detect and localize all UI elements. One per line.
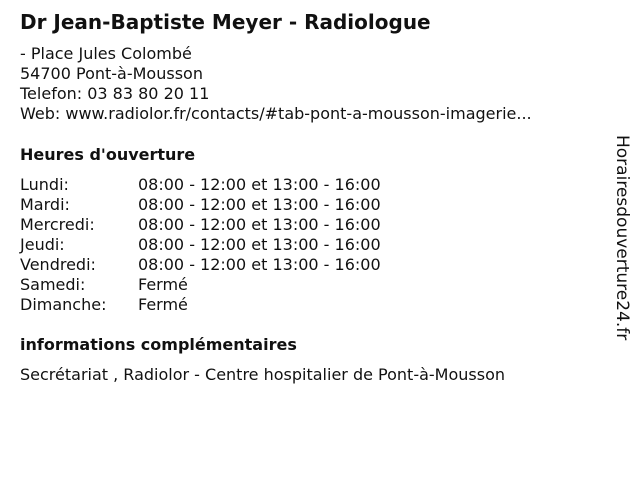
day-label: Mardi: xyxy=(20,195,70,214)
time-value: 08:00 - 12:00 et 13:00 - 16:00 xyxy=(138,215,381,234)
additional-info-heading: informations complémentaires xyxy=(20,335,297,354)
day-label: Samedi: xyxy=(20,275,86,294)
time-value: 08:00 - 12:00 et 13:00 - 16:00 xyxy=(138,255,381,274)
city-address: 54700 Pont-à-Mousson xyxy=(20,64,203,83)
hours-row-monday xyxy=(20,175,381,195)
address-block xyxy=(20,44,532,124)
time-value: Fermé xyxy=(138,275,188,294)
street-address: - Place Jules Colombé xyxy=(20,44,192,63)
opening-hours-heading: Heures d'ouverture xyxy=(20,145,196,164)
hours-row-saturday xyxy=(20,275,381,295)
hours-row-wednesday xyxy=(20,215,381,235)
day-label: Dimanche: xyxy=(20,295,107,314)
day-label: Jeudi: xyxy=(20,235,65,254)
day-label: Mercredi: xyxy=(20,215,95,234)
brand-watermark: Horairesdouverture24.fr xyxy=(612,135,632,341)
opening-hours-table xyxy=(20,175,381,315)
time-value: 08:00 - 12:00 et 13:00 - 16:00 xyxy=(138,235,381,254)
time-value: 08:00 - 12:00 et 13:00 - 16:00 xyxy=(138,195,381,214)
hours-row-tuesday xyxy=(20,195,381,215)
additional-info-text: Secrétariat , Radiolor - Centre hospitalier de Pont-à-Mousson xyxy=(20,365,506,384)
hours-row-sunday xyxy=(20,295,381,315)
website-link: Web: www.radiolor.fr/contacts/#tab-pont-a-mousson-imagerie... xyxy=(20,104,532,123)
day-label: Lundi: xyxy=(20,175,69,194)
hours-row-thursday xyxy=(20,235,381,255)
time-value: Fermé xyxy=(138,295,188,314)
day-label: Vendredi: xyxy=(20,255,96,274)
hours-row-friday xyxy=(20,255,381,275)
page-title: Dr Jean-Baptiste Meyer - Radiologue xyxy=(20,10,431,34)
time-value: 08:00 - 12:00 et 13:00 - 16:00 xyxy=(138,175,381,194)
phone-number: Telefon: 03 83 80 20 11 xyxy=(20,84,210,103)
